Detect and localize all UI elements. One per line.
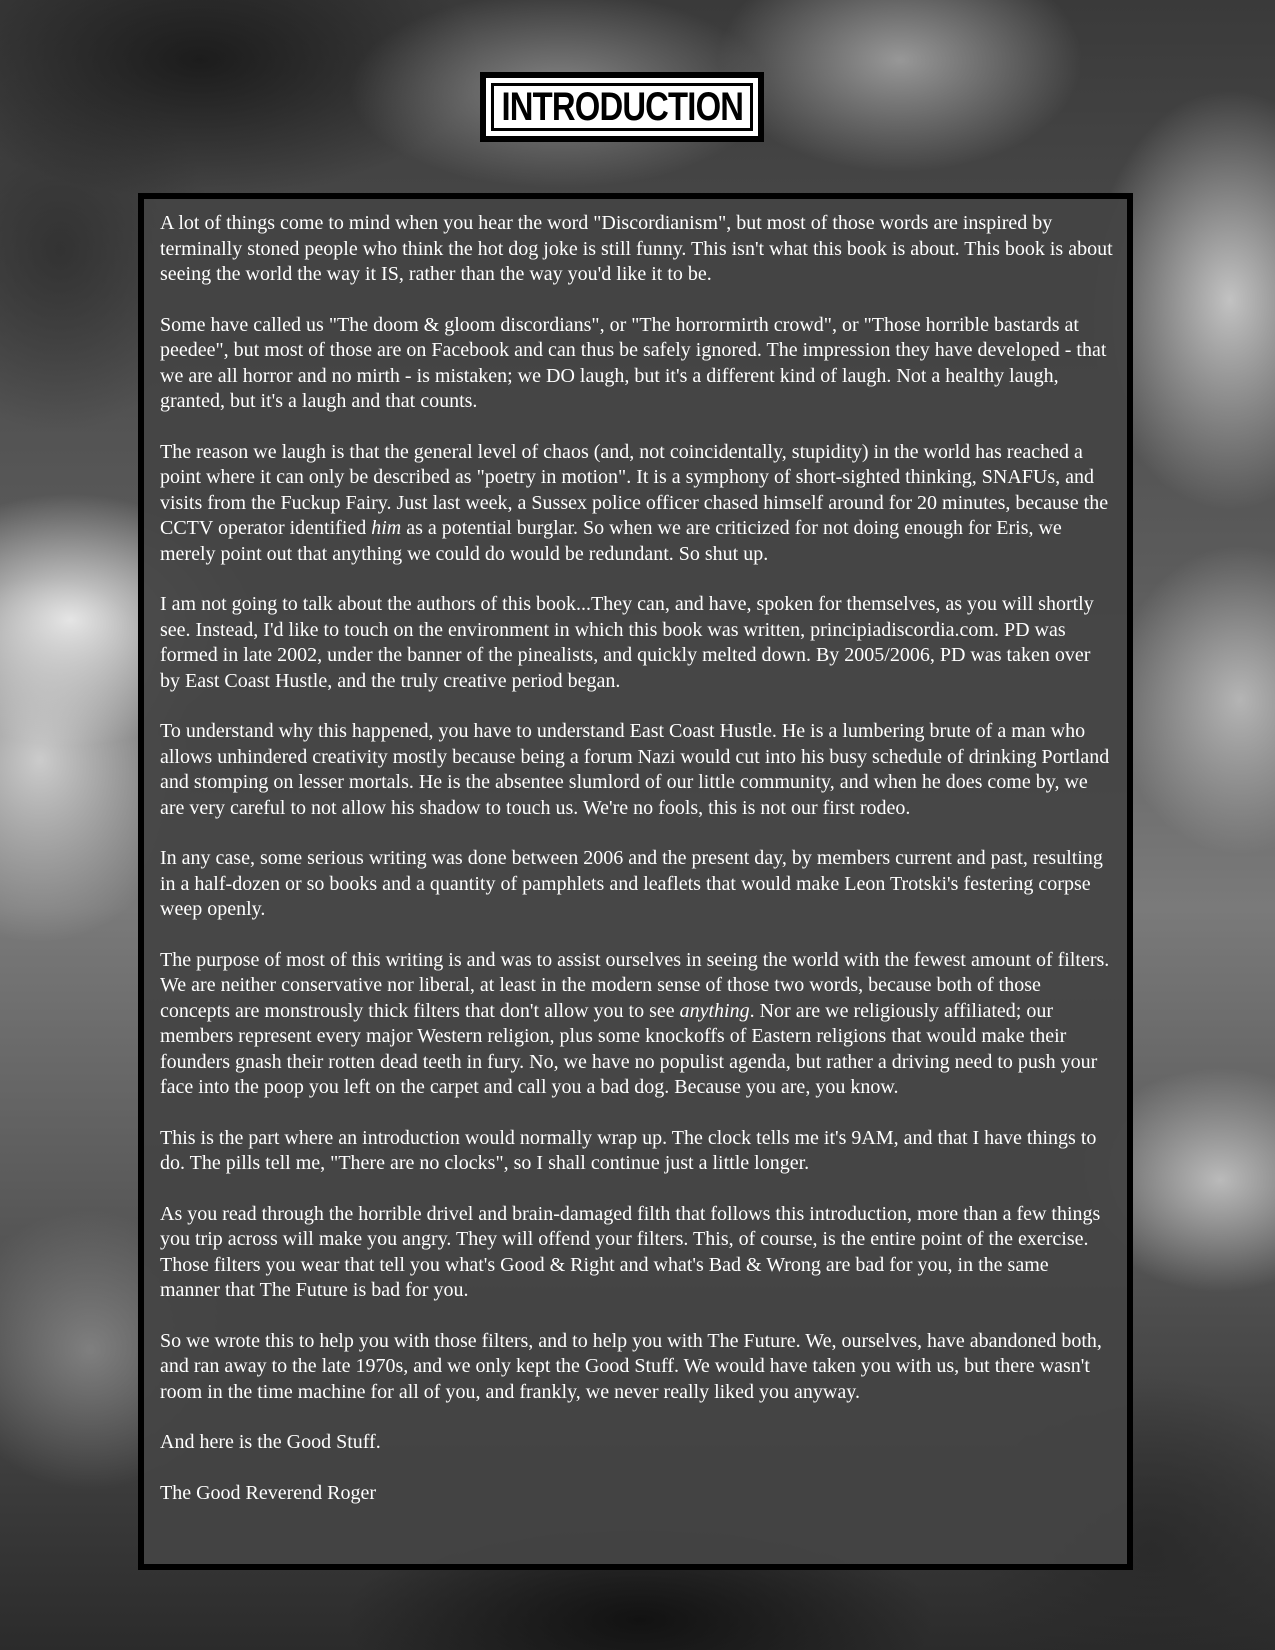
paragraph-5: To understand why this happened, you have to understand East Coast Hustle. He is a lumbering brute of a man who allows unhindered creativity mostly because being a forum Nazi would cut into his busy schedule of drinking Portland and stomping on lesser mortals. He is the absentee slumlord of our little community, and when he does come by, we are very careful to not allow his shadow to touch us. We're no fools, this is not our first rodeo. xyxy=(160,720,1110,819)
title-frame xyxy=(480,72,764,142)
paragraph-4: I am not going to talk about the authors of this book...They can, and have, spoken for themselves, as you will shortly see. Instead, I'd like to touch on the environment in which this book was written, principiadiscordia.com. PD was formed in late 2002, under the banner of the pinealists, and quickly melted down. By 2005/2006, PD was taken over by East Coast Hustle, and the truly creative period began. xyxy=(160,593,1094,692)
paragraph-9: As you read through the horrible drivel and brain-damaged filth that follows this introduction, more than a few things you trip across will make you angry. They will offend your filters. This, of course, is the entire point of the exercise. Those filters you wear that tell you what's Good & Right and what's Bad & Wrong are bad for you, in the same manner that The Future is bad for you. xyxy=(160,1202,1101,1301)
paragraph-1: A lot of things come to mind when you hear the word "Discordianism", but most of those words are inspired by terminally stoned people who think the hot dog joke is still funny. This isn't what this book is about. This book is about seeing the world the way it IS, rather than the way you'd like it to be. xyxy=(160,212,1113,285)
paragraph-11: And here is the Good Stuff. xyxy=(160,1431,381,1453)
paragraph-6: In any case, some serious writing was done between 2006 and the present day, by members current and past, resulting in a half-dozen or so books and a quantity of pamphlets and leaflets that would make Leon Trotski's festering corpse weep openly. xyxy=(160,847,1103,920)
signature: The Good Reverend Roger xyxy=(160,1481,377,1504)
title-inner-frame xyxy=(486,78,758,136)
paragraph-7-part-b: . Nor are we religiously affiliated; our members represent every major Western religion, plus some knockoffs of Eastern religions that would make their founders gnash their rotten dead teeth in fury. No, we have no populist agenda, but rather a driving need to push your face into the poop you left on the carpet and call you a bad dog. Because you are, you know. xyxy=(160,999,1098,1098)
paragraph-7-part-a: The purpose of most of this writing is and was to assist ourselves in seeing the world with the fewest amount of filters. We are neither conservative nor liberal, at least in the modern sense of those two words, because both of those concepts are monstrously thick filters that don't allow you to see xyxy=(160,948,1110,1022)
introduction-text-box xyxy=(138,193,1133,1570)
paragraph-3-part-b: as a potential burglar. So when we are criticized for not doing enough for Eris, we merely point out that anything we could do would be redundant. So shut up. xyxy=(160,517,1062,565)
paragraph-8: This is the part where an introduction would normally wrap up. The clock tells me it's 9AM, and that I have things to do. The pills tell me, "There are no clocks", so I shall continue just a little longer. xyxy=(160,1126,1097,1174)
paragraph-7-emphasis: anything xyxy=(679,999,750,1022)
paragraph-3 xyxy=(160,440,1113,568)
paragraph-2: Some have called us "The doom & gloom discordians", or "The horrormirth crowd", or "Those horrible bastards at peedee", but most of those are on Facebook and can thus be safely ignored. The impression they have developed - that we are all horror and no mirth - is mistaken; we DO laugh, but it's a different kind of laugh. Not a healthy laugh, granted, but it's a laugh and that counts. xyxy=(160,313,1107,412)
paragraph-3-emphasis: him xyxy=(371,517,402,539)
paragraph-10: So we wrote this to help you with those filters, and to help you with The Future. We, ourselves, have abandoned both, and ran away to the late 1970s, and we only kept the Good Stuff. We would have taken you with us, but there wasn't room in the time machine for all of you, and frankly, we never really liked you anyway. xyxy=(160,1329,1102,1403)
paragraph-7 xyxy=(160,948,1113,1101)
title-core-frame xyxy=(491,83,753,131)
page-title: INTRODUCTION xyxy=(501,84,743,129)
paragraph-3-part-a: The reason we laugh is that the general level of chaos (and, not coincidentally, stupidity) in the world has reached a point where it can only be described as "poetry in motion". It is a symphony of short-sighted thinking, SNAFUs, and visits from the Fuckup Fairy. Just last week, a Sussex police officer chased himself around for 20 minutes, because the CCTV operator identified xyxy=(160,440,1109,539)
